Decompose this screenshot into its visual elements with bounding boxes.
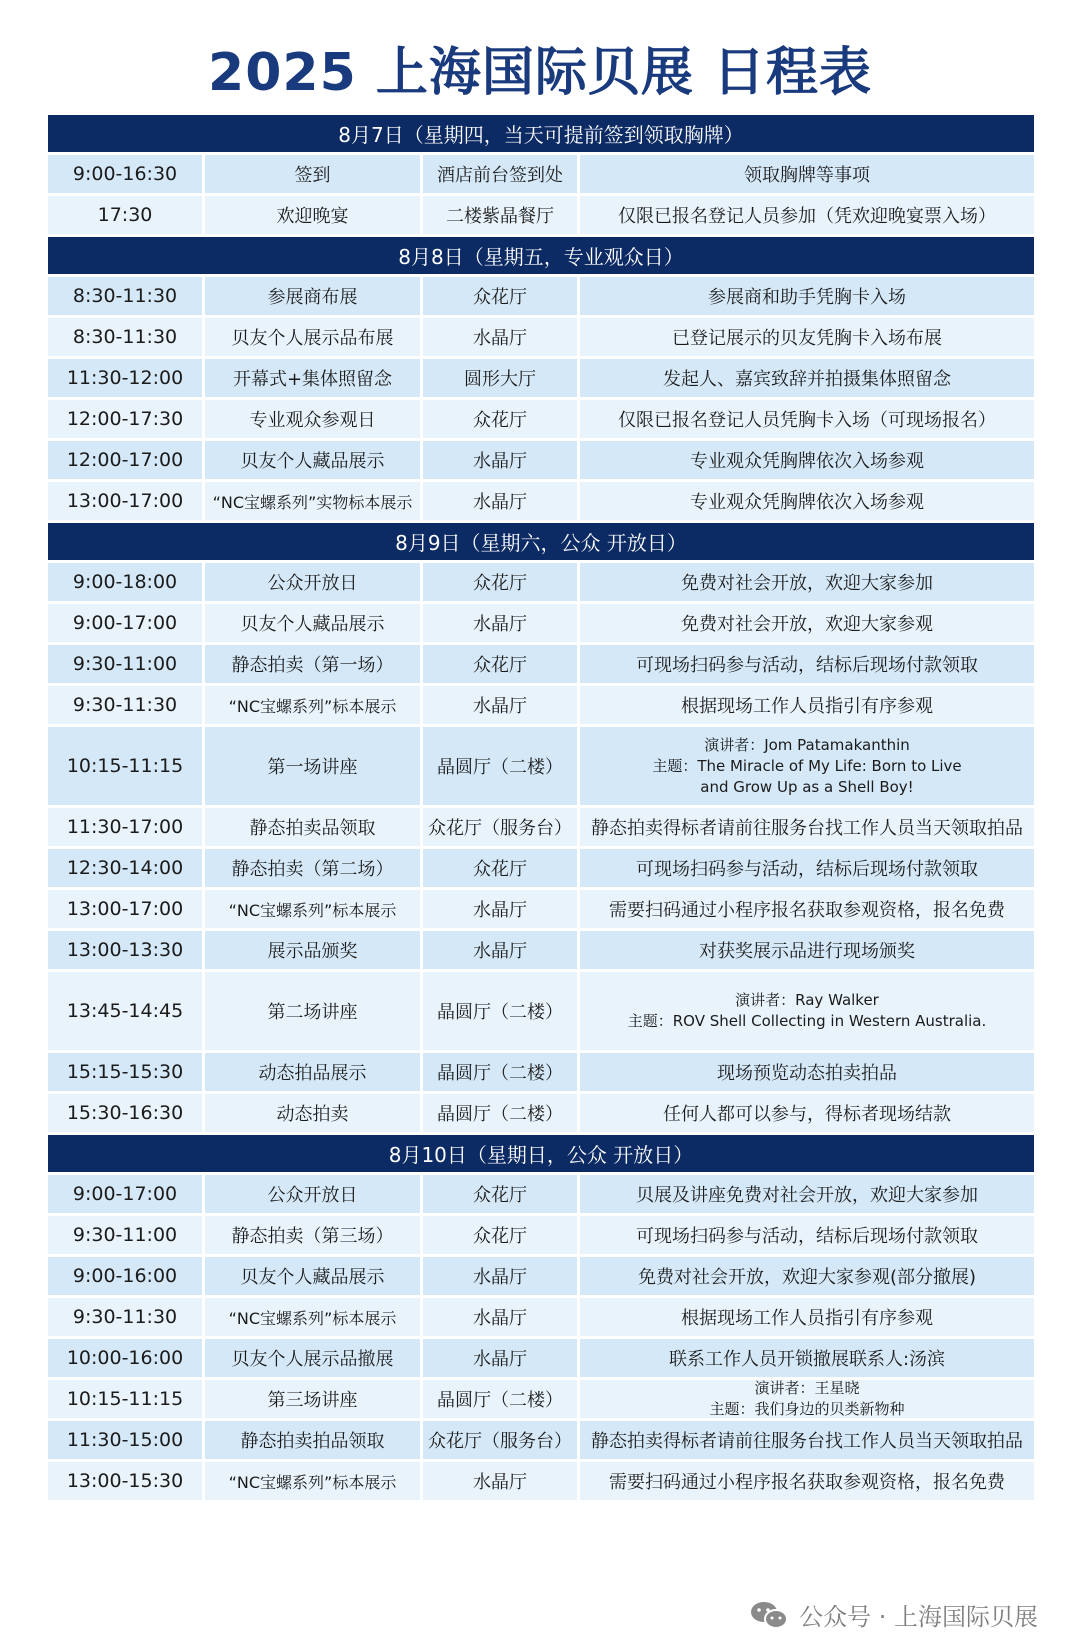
time-cell: 10:15-11:15 [48, 727, 205, 805]
place-cell: 众花厅 [423, 400, 580, 438]
table-row [48, 1421, 1034, 1462]
note-cell: 需要扫码通过小程序报名获取参观资格，报名免费 [609, 1472, 1005, 1493]
note-cell: 任何人都可以参与，得标者现场结款 [663, 1104, 951, 1125]
section-header: 8月10日（星期日，公众 开放日） [48, 1135, 1034, 1175]
time-cell: 9:30-11:30 [48, 686, 205, 724]
time-cell: 9:30-11:00 [48, 645, 205, 683]
place-cell: 水晶厅 [423, 318, 580, 356]
event-cell: “NC宝螺系列”标本展示 [205, 686, 423, 724]
time-cell: 8:30-11:30 [48, 318, 205, 356]
time-cell: 9:30-11:00 [48, 1216, 205, 1254]
schedule-table [48, 115, 1034, 1503]
time-cell: 15:30-16:30 [48, 1094, 205, 1132]
table-row [48, 890, 1034, 931]
place-cell: 水晶厅 [423, 1462, 580, 1500]
table-row [48, 604, 1034, 645]
event-cell: 贝友个人藏品展示 [205, 1257, 423, 1295]
time-cell: 10:00-16:00 [48, 1339, 205, 1377]
time-cell: 12:00-17:00 [48, 441, 205, 479]
place-cell: 水晶厅 [423, 890, 580, 928]
note-cell: 根据现场工作人员指引有序参观 [681, 696, 933, 717]
section-header: 8月7日（星期四，当天可提前签到领取胸牌） [48, 115, 1034, 155]
table-row [48, 155, 1034, 196]
wechat-icon [749, 1600, 789, 1630]
event-cell: 签到 [205, 155, 423, 193]
place-cell: 众花厅（服务台） [423, 808, 580, 846]
note-cell: 可现场扫码参与活动，结标后现场付款领取 [636, 655, 978, 676]
place-cell: 众花厅 [423, 563, 580, 601]
place-cell: 圆形大厅 [423, 359, 580, 397]
place-cell: 众花厅 [423, 1175, 580, 1213]
place-cell: 众花厅（服务台） [423, 1421, 580, 1459]
place-cell: 水晶厅 [423, 604, 580, 642]
table-row [48, 277, 1034, 318]
note-cell: 仅限已报名登记人员凭胸卡入场（可现场报名） [618, 410, 996, 431]
footer-text: 公众号 · 上海国际贝展 [799, 1603, 1038, 1631]
note-line: and Grow Up as a Shell Boy! [700, 777, 914, 796]
time-cell: 10:15-11:15 [48, 1380, 205, 1418]
time-cell: 8:30-11:30 [48, 277, 205, 315]
table-row [48, 1094, 1034, 1135]
time-cell: 13:00-17:00 [48, 890, 205, 928]
table-row [48, 441, 1034, 482]
page-title: 2025 上海国际贝展 日程表 [208, 43, 872, 103]
event-cell: 动态拍卖 [205, 1094, 423, 1132]
event-cell: “NC宝螺系列”实物标本展示 [205, 482, 423, 520]
table-row [48, 1053, 1034, 1094]
table-row [48, 808, 1034, 849]
note-line: 演讲者：Ray Walker [735, 991, 879, 1009]
event-cell: 静态拍卖（第二场） [205, 849, 423, 887]
time-cell: 12:00-17:30 [48, 400, 205, 438]
table-row [48, 931, 1034, 972]
table-row [48, 686, 1034, 727]
event-cell: 静态拍卖（第一场） [205, 645, 423, 683]
event-cell: 静态拍卖拍品领取 [205, 1421, 423, 1459]
note-cell: 免费对社会开放，欢迎大家参观 [681, 614, 933, 635]
note-cell: 领取胸牌等事项 [744, 165, 870, 186]
time-cell: 13:00-15:30 [48, 1462, 205, 1500]
note-cell [580, 972, 1034, 1050]
time-cell: 9:00-17:00 [48, 604, 205, 642]
table-row [48, 318, 1034, 359]
note-cell: 贝展及讲座免费对社会开放，欢迎大家参加 [636, 1185, 978, 1206]
place-cell: 众花厅 [423, 645, 580, 683]
note-cell: 静态拍卖得标者请前往服务台找工作人员当天领取拍品 [591, 818, 1023, 839]
note-cell: 现场预览动态拍卖拍品 [717, 1063, 897, 1084]
place-cell: 晶圆厅（二楼） [423, 1380, 580, 1418]
table-row [48, 1298, 1034, 1339]
time-cell: 9:00-18:00 [48, 563, 205, 601]
place-cell: 晶圆厅（二楼） [423, 727, 580, 805]
place-cell: 众花厅 [423, 277, 580, 315]
time-cell: 15:15-15:30 [48, 1053, 205, 1091]
time-cell: 9:00-16:00 [48, 1257, 205, 1295]
footer-watermark [749, 1597, 1038, 1632]
time-cell: 9:00-16:30 [48, 155, 205, 193]
place-cell: 水晶厅 [423, 1257, 580, 1295]
note-line: 主题：The Miracle of My Life: Born to Live [652, 756, 962, 775]
table-row [48, 359, 1034, 400]
time-cell: 9:30-11:30 [48, 1298, 205, 1336]
place-cell: 众花厅 [423, 1216, 580, 1254]
note-cell: 专业观众凭胸牌依次入场参观 [690, 451, 924, 472]
event-cell: 专业观众参观日 [205, 400, 423, 438]
note-cell: 仅限已报名登记人员参加（凭欢迎晚宴票入场） [618, 206, 996, 227]
note-cell: 发起人、嘉宾致辞并拍摄集体照留念 [663, 369, 951, 390]
event-cell: 贝友个人展示品撤展 [205, 1339, 423, 1377]
note-cell [580, 727, 1034, 805]
event-cell: “NC宝螺系列”标本展示 [205, 890, 423, 928]
event-cell: 第一场讲座 [205, 727, 423, 805]
place-cell: 晶圆厅（二楼） [423, 972, 580, 1050]
note-cell: 免费对社会开放，欢迎大家参加 [681, 573, 933, 594]
event-cell: 静态拍卖品领取 [205, 808, 423, 846]
table-row [48, 1216, 1034, 1257]
note-cell: 可现场扫码参与活动，结标后现场付款领取 [636, 1226, 978, 1247]
event-cell: 欢迎晚宴 [205, 196, 423, 234]
time-cell: 12:30-14:00 [48, 849, 205, 887]
event-cell: 开幕式+集体照留念 [205, 359, 423, 397]
event-cell: 贝友个人展示品布展 [205, 318, 423, 356]
table-row [48, 1339, 1034, 1380]
event-cell: 动态拍品展示 [205, 1053, 423, 1091]
note-cell: 专业观众凭胸牌依次入场参观 [690, 492, 924, 513]
time-cell: 13:00-13:30 [48, 931, 205, 969]
table-row [48, 400, 1034, 441]
table-row [48, 727, 1034, 808]
note-line: 主题：ROV Shell Collecting in Western Australia. [627, 1012, 987, 1030]
event-cell: 参展商布展 [205, 277, 423, 315]
note-cell: 已登记展示的贝友凭胸卡入场布展 [672, 328, 942, 349]
note-cell: 根据现场工作人员指引有序参观 [681, 1308, 933, 1329]
time-cell: 9:00-17:00 [48, 1175, 205, 1213]
place-cell: 二楼紫晶餐厅 [423, 196, 580, 234]
table-row [48, 482, 1034, 523]
event-cell: “NC宝螺系列”标本展示 [205, 1462, 423, 1500]
note-cell [580, 1380, 1034, 1418]
place-cell: 水晶厅 [423, 1339, 580, 1377]
time-cell: 13:45-14:45 [48, 972, 205, 1050]
place-cell: 水晶厅 [423, 1298, 580, 1336]
time-cell: 13:00-17:00 [48, 482, 205, 520]
time-cell: 11:30-12:00 [48, 359, 205, 397]
table-row [48, 1257, 1034, 1298]
place-cell: 水晶厅 [423, 482, 580, 520]
event-cell: 第二场讲座 [205, 972, 423, 1050]
place-cell: 酒店前台签到处 [423, 155, 580, 193]
place-cell: 晶圆厅（二楼） [423, 1094, 580, 1132]
note-line: 主题：我们身边的贝类新物种 [709, 1400, 905, 1418]
table-row [48, 972, 1034, 1053]
section-header: 8月9日（星期六，公众 开放日） [48, 523, 1034, 563]
time-cell: 11:30-17:00 [48, 808, 205, 846]
event-cell: 第三场讲座 [205, 1380, 423, 1418]
event-cell: 展示品颁奖 [205, 931, 423, 969]
note-cell: 参展商和助手凭胸卡入场 [708, 287, 906, 308]
table-row [48, 645, 1034, 686]
note-cell: 静态拍卖得标者请前往服务台找工作人员当天领取拍品 [591, 1431, 1023, 1452]
note-cell: 免费对社会开放，欢迎大家参观(部分撤展) [637, 1267, 977, 1288]
note-cell: 可现场扫码参与活动，结标后现场付款领取 [636, 859, 978, 880]
table-row [48, 563, 1034, 604]
note-cell: 对获奖展示品进行现场颁奖 [699, 941, 915, 962]
place-cell: 晶圆厅（二楼） [423, 1053, 580, 1091]
place-cell: 水晶厅 [423, 441, 580, 479]
event-cell: 静态拍卖（第三场） [205, 1216, 423, 1254]
time-cell: 11:30-15:00 [48, 1421, 205, 1459]
place-cell: 众花厅 [423, 849, 580, 887]
event-cell: 公众开放日 [205, 1175, 423, 1213]
time-cell: 17:30 [48, 196, 205, 234]
event-cell: 公众开放日 [205, 563, 423, 601]
event-cell: 贝友个人藏品展示 [205, 604, 423, 642]
table-row [48, 196, 1034, 237]
section-header: 8月8日（星期五，专业观众日） [48, 237, 1034, 277]
table-row [48, 1462, 1034, 1503]
event-cell: “NC宝螺系列”标本展示 [205, 1298, 423, 1336]
place-cell: 水晶厅 [423, 686, 580, 724]
note-cell: 联系工作人员开锁撤展联系人:汤滨 [668, 1349, 946, 1370]
table-row [48, 1380, 1034, 1421]
table-row [48, 1175, 1034, 1216]
event-cell: 贝友个人藏品展示 [205, 441, 423, 479]
table-row [48, 849, 1034, 890]
note-line: 演讲者：Jom Patamakanthin [704, 735, 910, 754]
place-cell: 水晶厅 [423, 931, 580, 969]
note-cell: 需要扫码通过小程序报名获取参观资格，报名免费 [609, 900, 1005, 921]
note-line: 演讲者：王星晓 [754, 1379, 860, 1397]
